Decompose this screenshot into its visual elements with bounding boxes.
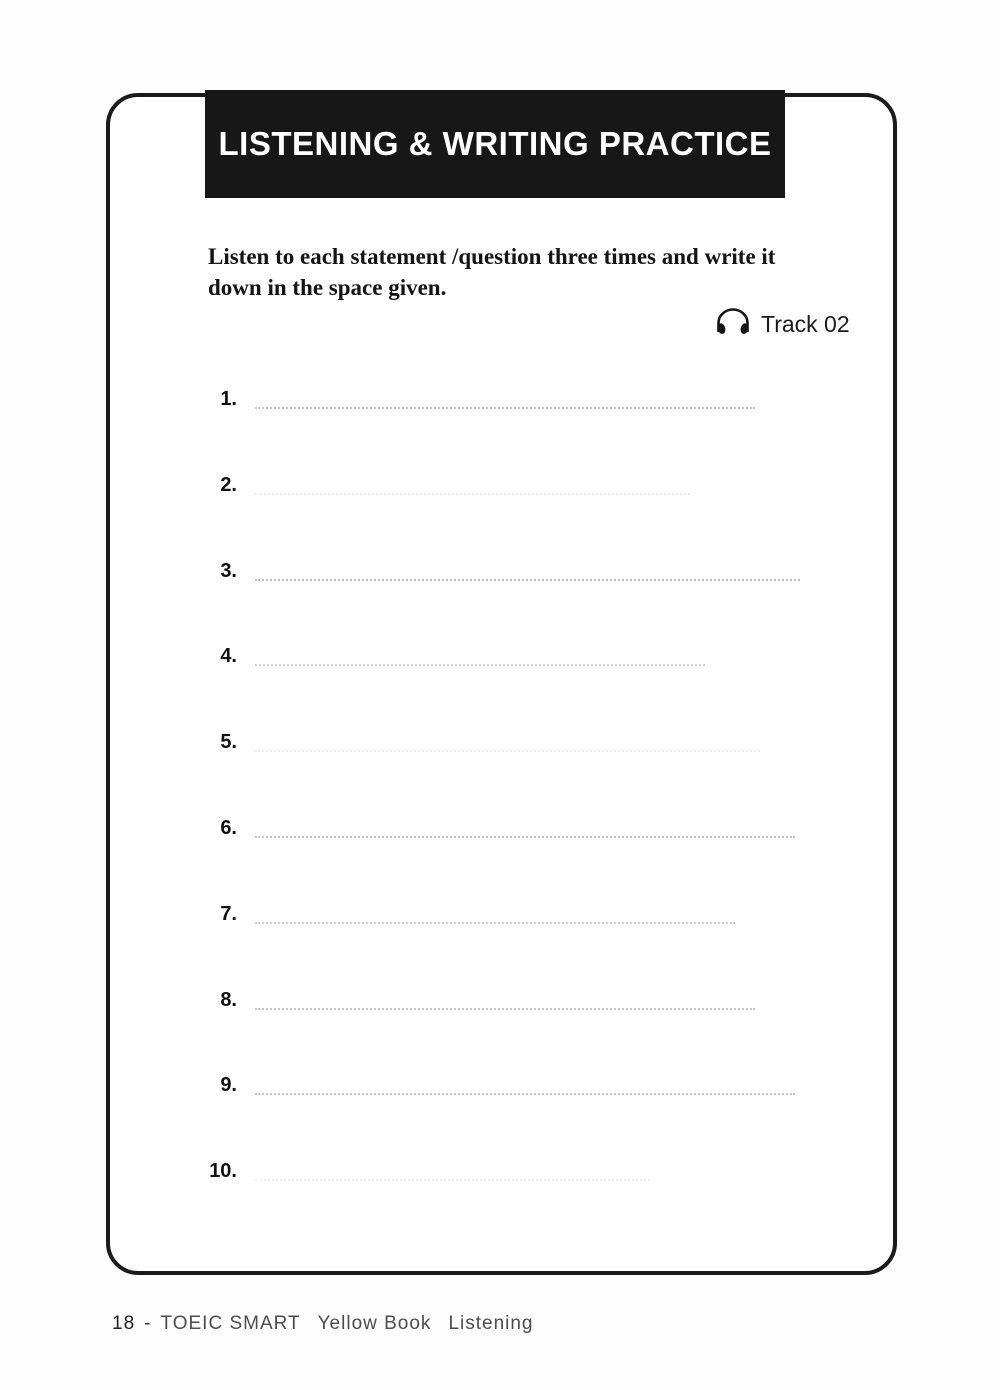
- book-title-text: TOEIC SMART: [160, 1313, 301, 1334]
- answer-item: [205, 731, 845, 817]
- item-number: 2.: [220, 473, 237, 496]
- item-number: 5.: [220, 731, 237, 754]
- instruction-line-2: down in the space given.: [208, 275, 447, 300]
- answer-item: [205, 1160, 845, 1246]
- audio-track-indicator: [714, 306, 850, 343]
- item-number: 3.: [220, 559, 237, 582]
- writing-line: [255, 1179, 650, 1181]
- page-title: LISTENING & WRITING PRACTICE: [218, 125, 772, 162]
- answer-item: [205, 903, 845, 989]
- writing-line: [255, 407, 755, 409]
- answer-item: [205, 645, 845, 731]
- item-number: 7.: [220, 902, 237, 925]
- answer-item: [205, 474, 845, 560]
- writing-line: [255, 493, 690, 495]
- book-series-text: Yellow Book: [317, 1313, 432, 1334]
- section-label: Listening: [448, 1313, 534, 1334]
- writing-line: [255, 664, 705, 666]
- item-number: 8.: [220, 988, 237, 1011]
- header-band: [205, 90, 785, 198]
- instruction-line-1: Listen to each statement /question three times and write it: [208, 244, 776, 269]
- answer-item: [205, 560, 845, 646]
- writing-line: [255, 1093, 795, 1095]
- item-number: 6.: [220, 816, 237, 839]
- writing-line: [255, 750, 760, 752]
- page-footer: [112, 1313, 534, 1335]
- instructions-text: [208, 241, 828, 303]
- writing-line: [255, 922, 735, 924]
- item-number: 10.: [209, 1160, 237, 1183]
- item-number: 9.: [220, 1074, 237, 1097]
- footer-separator: -: [144, 1313, 152, 1334]
- item-number: 1.: [220, 388, 237, 410]
- item-number: 4.: [220, 645, 237, 668]
- page-number: 18: [112, 1313, 136, 1334]
- answer-item: [205, 817, 845, 903]
- track-label: Track 02: [761, 311, 850, 337]
- answer-item: [205, 989, 845, 1075]
- answer-list: [205, 388, 845, 1246]
- writing-line: [255, 836, 795, 838]
- answer-item: [205, 388, 845, 474]
- headphones-icon: [714, 306, 752, 343]
- answer-item: [205, 1074, 845, 1160]
- writing-line: [255, 1008, 755, 1010]
- writing-line: [255, 579, 800, 581]
